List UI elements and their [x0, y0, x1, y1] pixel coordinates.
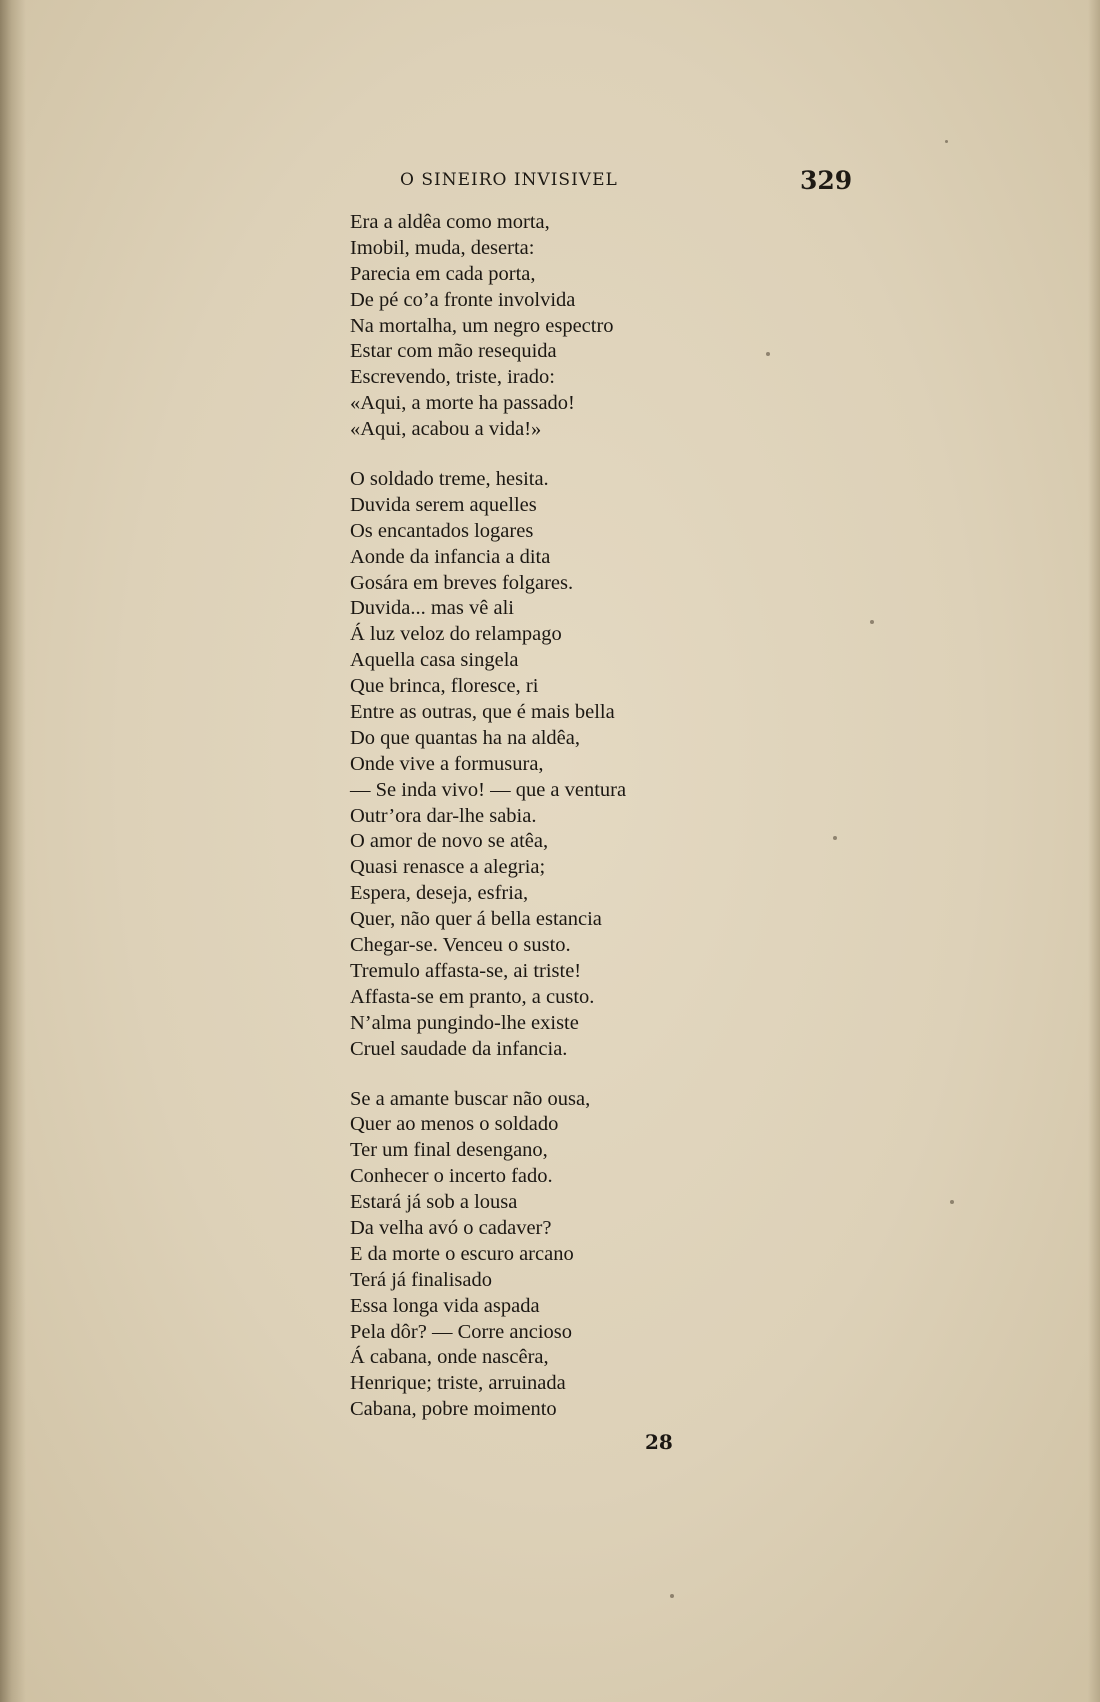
- verse-line: Chegar-se. Venceu o susto.: [350, 934, 571, 957]
- paper-speck: [950, 1200, 954, 1204]
- verse-line: Parecia em cada porta,: [350, 262, 536, 285]
- paper-speck: [766, 352, 770, 356]
- verse-line: — Se inda vivo! — que a ventura: [350, 778, 627, 801]
- verse-line: Do que quantas ha na aldêa,: [350, 726, 580, 749]
- stanza-3: [350, 1087, 750, 1424]
- verse-line: Estará já sob a lousa: [350, 1191, 518, 1214]
- verse-line: Outr’ora dar-lhe sabia.: [350, 804, 537, 827]
- verse-line: Duvida... mas vê ali: [350, 597, 514, 620]
- paper-speck: [833, 836, 837, 840]
- verse-line: Aquella casa singela: [350, 649, 519, 672]
- spine-shadow: [0, 0, 26, 1702]
- verse-line: Pela dôr? — Corre ancioso: [350, 1320, 573, 1343]
- verse-line: Onde vive a formusura,: [350, 752, 544, 775]
- verse-line: O amor de novo se atêa,: [350, 830, 549, 853]
- verse-line: Essa longa vida aspada: [350, 1294, 540, 1317]
- verse-line: Se a amante buscar não ousa,: [350, 1087, 591, 1110]
- stanza-break: [350, 1063, 750, 1087]
- verse-line: N’alma pungindo-lhe existe: [350, 1011, 579, 1034]
- verse-line: Estar com mão resequida: [350, 340, 557, 363]
- verse-line: Entre as outras, que é mais bella: [350, 701, 615, 724]
- verse-line: Os encantados logares: [350, 519, 534, 542]
- paper-speck: [670, 1594, 674, 1598]
- stanza-2: [350, 467, 750, 1062]
- verse-line: Tremulo affasta-se, ai triste!: [350, 959, 582, 982]
- verse-line: Imobil, muda, deserta:: [350, 236, 535, 259]
- verse-line: Á cabana, onde nascêra,: [350, 1346, 549, 1369]
- page-edge: [1088, 0, 1100, 1702]
- verse-line: Quer ao menos o soldado: [350, 1113, 559, 1136]
- verse-line: Aonde da infancia a dita: [350, 545, 551, 568]
- verse-line: Cabana, pobre moimento: [350, 1398, 557, 1421]
- verse-line: Terá já finalisado: [350, 1268, 492, 1291]
- verse-line: Conhecer o incerto fado.: [350, 1165, 553, 1188]
- verse-line: Que brinca, floresce, ri: [350, 675, 539, 698]
- verse-line: O soldado treme, hesita.: [350, 468, 549, 491]
- paper-speck: [945, 140, 948, 143]
- verse-line: Na mortalha, um negro espectro: [350, 314, 614, 337]
- verse-line: Affasta-se em pranto, a custo.: [350, 985, 595, 1008]
- verse-line: E da morte o escuro arcano: [350, 1242, 574, 1265]
- verse-line: Escrevendo, triste, irado:: [350, 366, 555, 389]
- verse-line: Quer, não quer á bella estancia: [350, 908, 602, 931]
- verse-line: Da velha avó o cadaver?: [350, 1216, 552, 1239]
- verse-line: Cruel saudade da infancia.: [350, 1037, 568, 1060]
- verse-line: «Aqui, acabou a vida!»: [350, 418, 542, 441]
- stanza-1: [350, 210, 750, 443]
- verse-line: Gosára em breves folgares.: [350, 571, 574, 594]
- paper-speck: [870, 620, 874, 624]
- verse-line: Á luz veloz do relampago: [350, 623, 562, 646]
- verse-line: De pé co’a fronte involvida: [350, 288, 576, 311]
- poem-body: [350, 210, 750, 1423]
- verse-line: «Aqui, a morte ha passado!: [350, 392, 575, 415]
- verse-line: Espera, deseja, esfria,: [350, 882, 529, 905]
- verse-line: Duvida serem aquelles: [350, 493, 537, 516]
- page-number: 329: [800, 166, 853, 195]
- running-head: O SINEIRO INVISIVEL: [400, 170, 618, 190]
- signature-mark: 28: [645, 1430, 673, 1454]
- verse-line: Henrique; triste, arruinada: [350, 1372, 566, 1395]
- verse-line: Quasi renasce a alegria;: [350, 856, 546, 879]
- verse-line: Era a aldêa como morta,: [350, 211, 550, 233]
- verse-line: Ter um final desengano,: [350, 1139, 548, 1162]
- stanza-break: [350, 443, 750, 467]
